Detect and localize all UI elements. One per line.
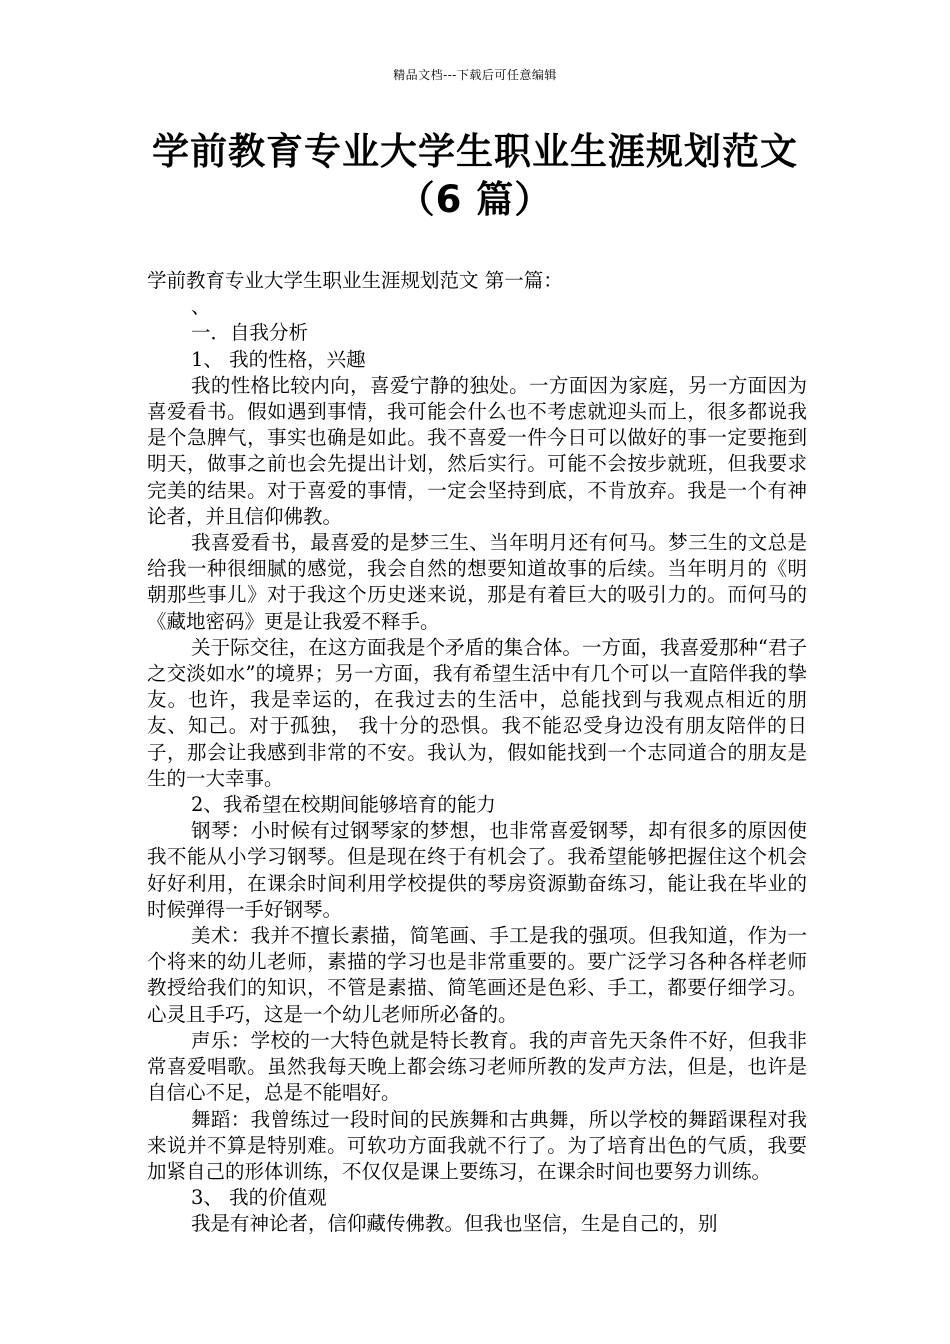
paragraph: 我的性格比较内向，喜爱宁静的独处。一方面因为家庭，另一方面因为喜爱看书。假如遇到事情，我可能会什么也不考虑就迎头而上，很多都说我是个急脾气，事实也确是如此。我不喜爱一件今日可以做好的事一定要拖到明天，做事之前也会先提出计划，然后实行。可能不会按步就班，但我要求完美的结果。对于喜爱的事情，一定会坚持到底，不肯放弃。我是一个有神论者，并且信仰佛教。 xyxy=(147,373,807,528)
paragraph: 钢琴：小时候有过钢琴家的梦想，也非常喜爱钢琴，却有很多的原因使我不能从小学习钢琴。但是现在终于有机会了。我希望能够把握住这个机会好好利用，在课余时间利用学校提供的琴房资源勤奋练习，能让我在毕业的时候弹得一手好钢琴。 xyxy=(147,819,807,921)
title-line-1: 学前教育专业大学生职业生涯规划范文 xyxy=(152,130,798,173)
paragraph: 、 xyxy=(191,295,211,319)
paragraph: 我是有神论者，信仰藏传佛教。但我也坚信，生是自己的，别 xyxy=(191,1212,718,1236)
subheading: 一．自我分析 xyxy=(191,321,309,345)
paragraph: 我喜爱看书，最喜爱的是梦三生、当年明月还有何马。梦三生的文总是给我一种很细腻的感觉，我会自然的想要知道故事的后续。当年明月的《明朝那些事儿》对于我这个历史迷来说，那是有着巨大的吸引力的。而何马的《藏地密码》更是让我爱不释手。 xyxy=(147,531,807,633)
document-body xyxy=(147,268,807,1238)
paragraph: 舞蹈：我曾练过一段时间的民族舞和古典舞，所以学校的舞蹈课程对我来说并不算是特别难。可软功方面我就不行了。为了培育出色的气质，我要加紧自己的形体训练，不仅仅是课上要练习，在课余时间也要努力训练。 xyxy=(147,1107,807,1183)
paragraph: 声乐：学校的一大特色就是特长教育。我的声音先天条件不好，但我非常喜爱唱歌。虽然我每天晚上都会练习老师所教的发声方法，但是，也许是自信心不足，总是不能唱好。 xyxy=(147,1028,807,1105)
paragraph: 关于际交往，在这方面我是个矛盾的集合体。一方面，我喜爱那种“君子之交淡如水”的境界；另一方面，我有希望生活中有几个可以一直陪伴我的挚友。也许，我是幸运的，在我过去的生活中，总能找到与我观点相近的朋友、知己。对于孤独， 我十分的恐惧。我不能忍受身边没有朋友陪伴的日子，那会让我感到非常的不安。我认为，假如能找到一个志同道合的朋友是生的一大幸事。 xyxy=(147,635,807,790)
section-heading: 学前教育专业大学生职业生涯规划范文 第一篇： xyxy=(147,269,563,292)
paragraph: 美术：我并不擅长素描，简笔画、手工是我的强项。但我知道，作为一个将来的幼儿老师，素描的学习也是非常重要的。要广泛学习各种各样老师教授给我们的知识，不管是素描、简笔画还是色彩、手工，都要仔细学习。心灵且手巧，这是一个幼儿老师所必备的。 xyxy=(147,924,807,1026)
title-line-2: （6 篇） xyxy=(397,178,553,221)
subheading: 3、 我的价值观 xyxy=(191,1186,327,1210)
subheading: 2、我希望在校期间能够培育的能力 xyxy=(191,793,496,817)
document-title xyxy=(100,128,850,224)
page-header: 精品文档---下载后可任意编辑 xyxy=(393,68,557,82)
subheading: 1、 我的性格，兴趣 xyxy=(191,347,366,371)
